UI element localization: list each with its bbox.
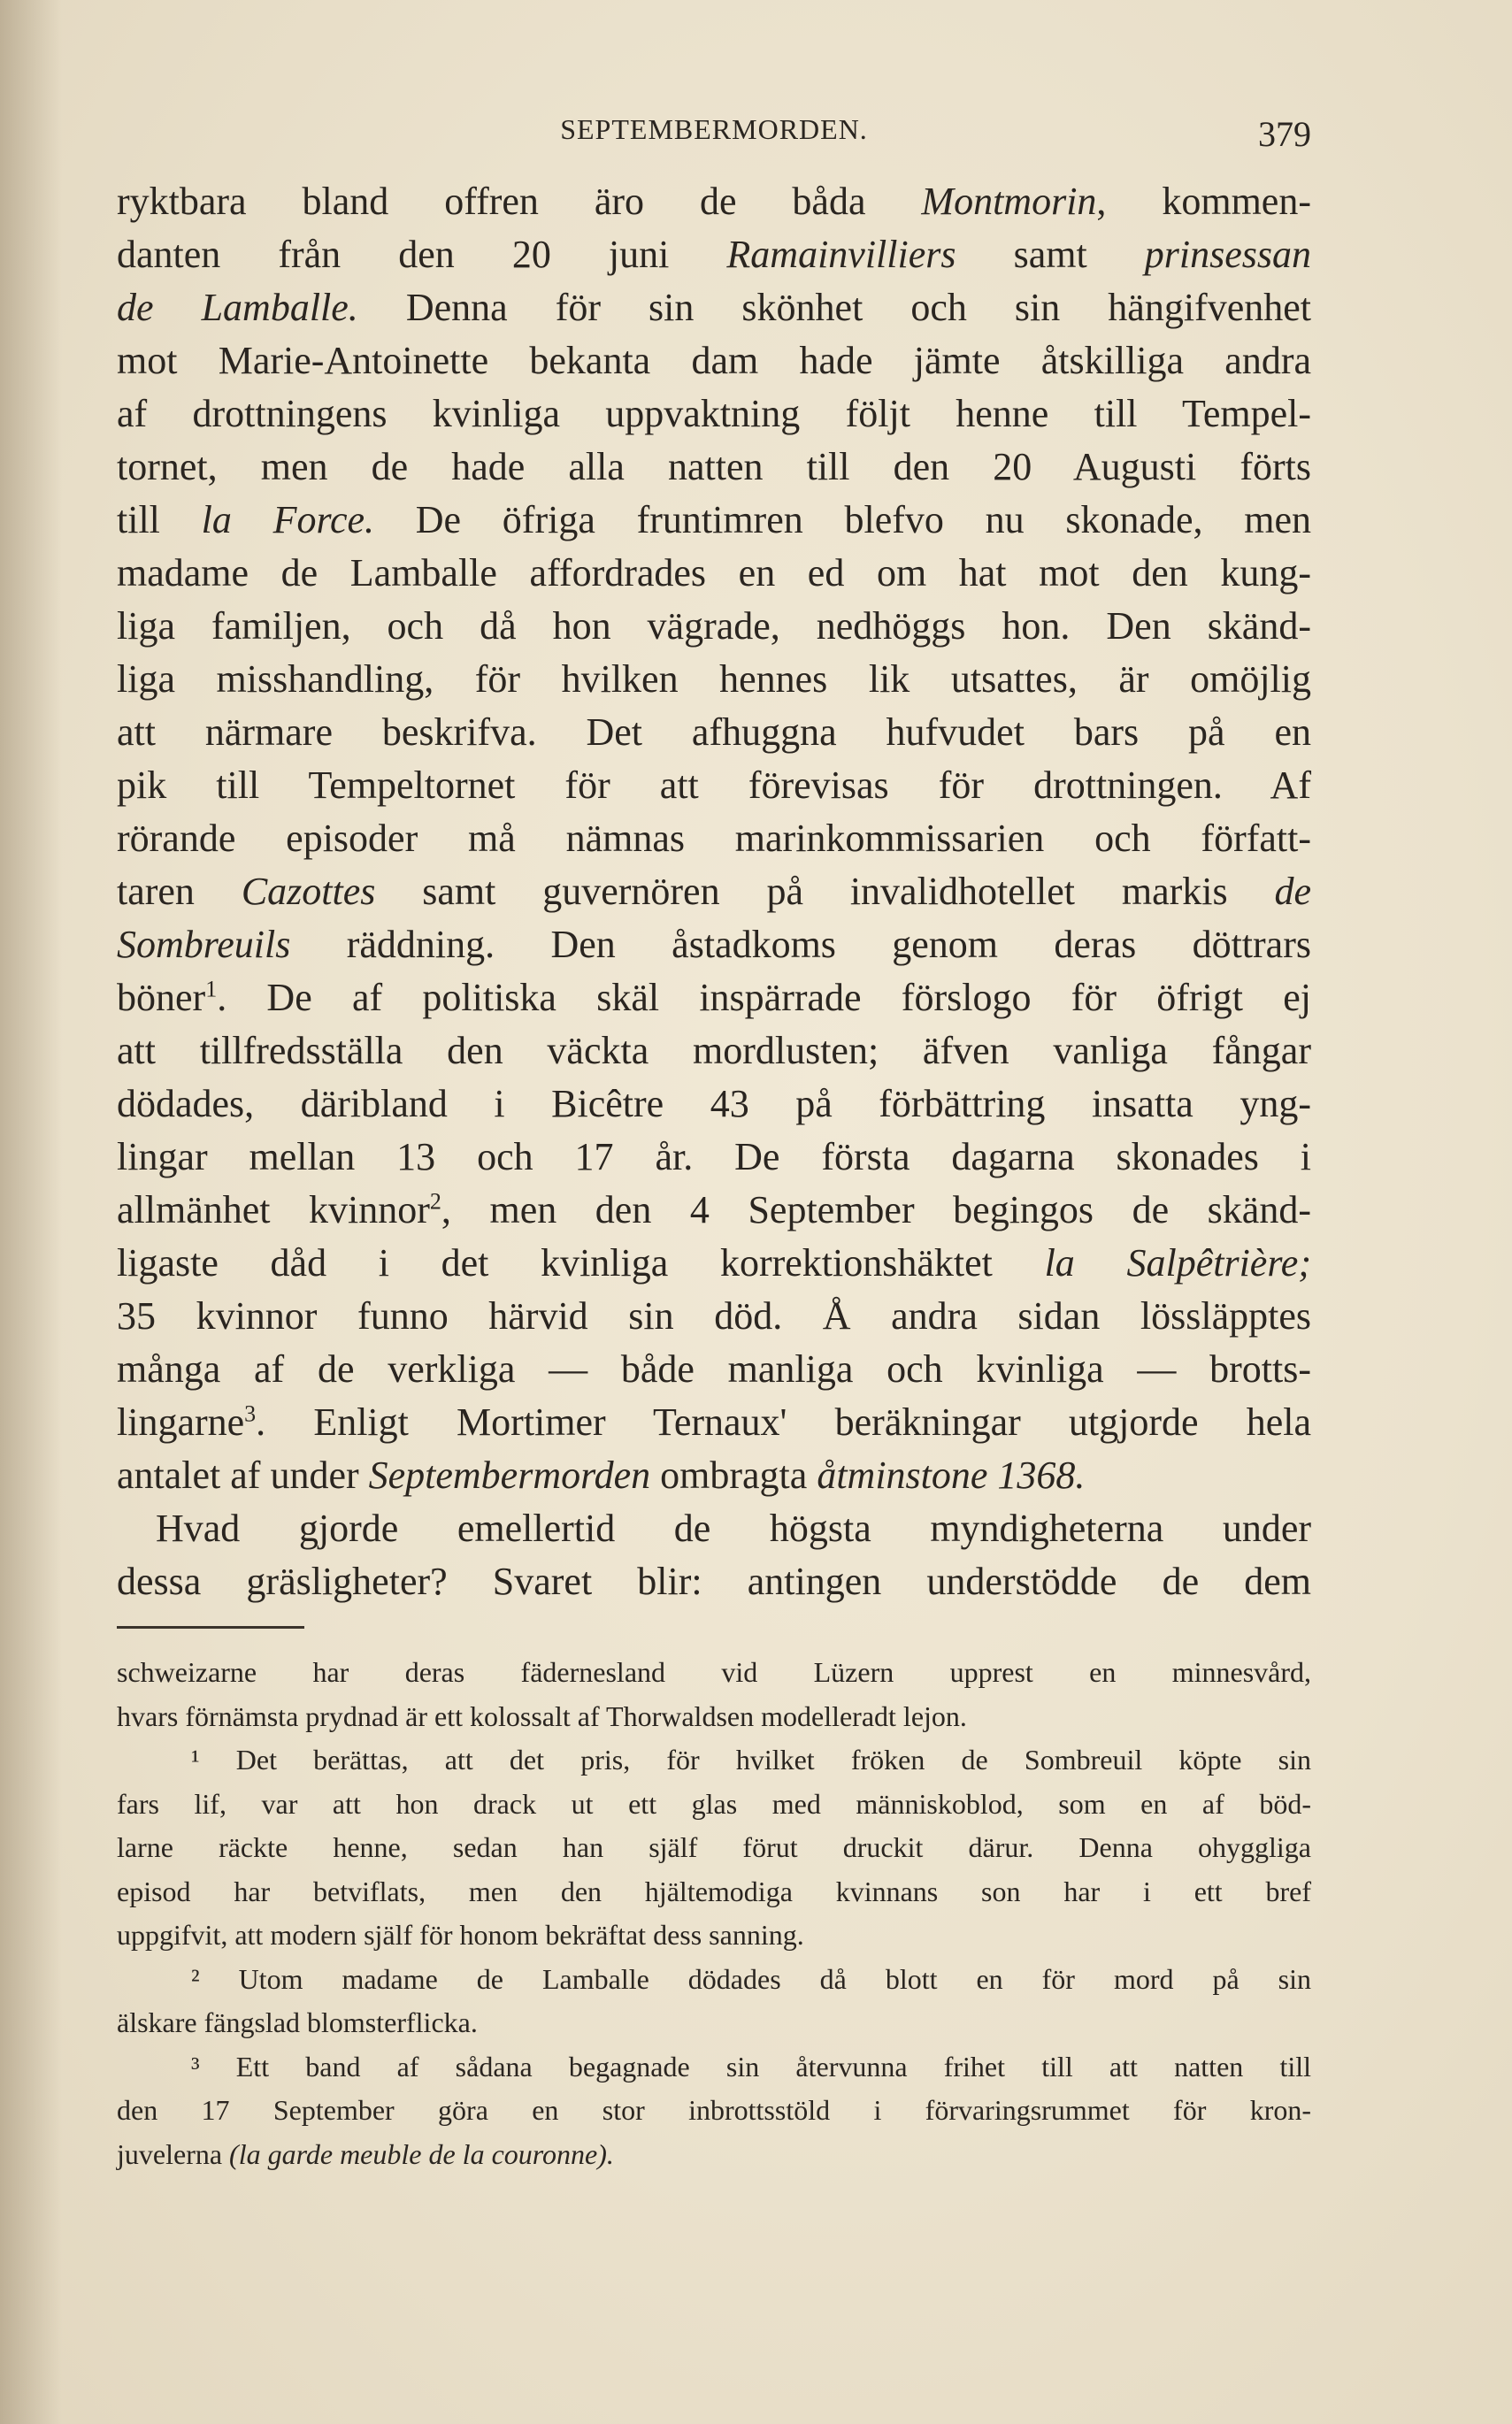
text-line: tornet, men de hade alla natten till den 20 Augusti förts xyxy=(117,445,1311,488)
footnote-line: älskare fängslad blomsterflicka. xyxy=(117,2006,478,2038)
text-line: att närmare beskrifva. Det afhuggna hufvudet bars på en xyxy=(117,710,1311,754)
text-line: att tillfredsställa den väckta mordlusten; äfven vanliga fångar xyxy=(117,1029,1311,1072)
text-run: . Enligt Mortimer Ternaux' beräkningar utgjorde hela xyxy=(256,1400,1311,1444)
footnote-line: fars lif, var att hon drack ut ett glas med människoblod, som en af böd- xyxy=(117,1787,1311,1820)
text-run: Denna för sin skönhet och sin hängifvenhet xyxy=(357,286,1311,329)
italic-name: la Salpêtrière; xyxy=(1044,1241,1311,1285)
page-header xyxy=(117,113,1311,157)
text-line xyxy=(117,494,1311,547)
text-line: pik till Tempeltornet för att förevisas för drottningen. Af xyxy=(117,763,1311,807)
text-line xyxy=(117,228,1311,281)
text-line: 35 kvinnor funno härvid sin död. Å andra sidan lössläpptes xyxy=(117,1294,1311,1338)
text-run: antalet af under xyxy=(117,1454,369,1497)
text-run: till xyxy=(117,498,202,541)
text-line: dödades, däribland i Bicêtre 43 på förbättring insatta yng- xyxy=(117,1082,1311,1125)
text-run: juvelerna xyxy=(117,2137,230,2170)
italic-name: prinsessan xyxy=(1144,233,1311,276)
text-line: liga familjen, och då hon vägrade, nedhöggs hon. Den skänd- xyxy=(117,604,1311,648)
footnote-line: schweizarne har deras fädernesland vid Lüzern upprest en minnesvård, xyxy=(117,1656,1311,1688)
footnote-ref-1[interactable]: 1 xyxy=(205,976,218,1002)
italic-phrase: (la garde meuble de la couronne). xyxy=(229,2137,614,2170)
text-run: , men den 4 September begingos de skänd- xyxy=(441,1188,1311,1231)
footnote-rule xyxy=(117,1626,304,1629)
footnote-line: episod har betviflats, men den hjältemodiga kvinnans son har i ett bref xyxy=(117,1875,1311,1907)
text-line xyxy=(117,175,1311,228)
running-title: SEPTEMBERMORDEN. xyxy=(560,113,868,145)
footnote-ref-3[interactable]: 3 xyxy=(244,1400,257,1427)
text-line xyxy=(117,865,1311,918)
text-line: dessa gräsligheter? Svaret blir: antingen understödde de dem xyxy=(117,1560,1311,1603)
text-line: liga misshandling, för hvilken hennes lik utsattes, är omöjlig xyxy=(117,657,1311,701)
text-run: räddning. Den åstadkoms genom deras döttrars xyxy=(290,923,1311,966)
footnote-line: den 17 September göra en stor inbrottsstöld i förvaringsrummet för kron- xyxy=(117,2094,1311,2126)
footnote-1: ¹ Det berättas, att det pris, för hvilket fröken de Sombreuil köpte sin xyxy=(191,1744,1311,1776)
italic-name: Cazottes xyxy=(241,870,376,913)
paragraph-end-line xyxy=(117,1449,1311,1502)
text-line xyxy=(117,918,1311,971)
footnote-ref-2[interactable]: 2 xyxy=(429,1188,441,1215)
text-line: Hvad gjorde emellertid de högsta myndigheterna under xyxy=(156,1507,1311,1550)
text-run: . De af politiska skäl inspärrade förslogo för öfrigt ej xyxy=(217,976,1311,1019)
text-line: madame de Lamballe affordrades en ed om hat mot den kung- xyxy=(117,551,1311,594)
text-line xyxy=(117,1237,1311,1290)
italic-name: åtminstone 1368. xyxy=(817,1454,1086,1497)
text-run: lingarne xyxy=(117,1400,245,1444)
text-line: rörande episoder må nämnas marinkommissarien och författ- xyxy=(117,817,1311,860)
main-text xyxy=(117,175,1311,1608)
text-line: af drottningens kvinliga uppvaktning följt henne till Tempel- xyxy=(117,392,1311,435)
italic-name: la Force. xyxy=(201,498,375,541)
text-line: många af de verkliga — både manliga och kvinliga — brotts- xyxy=(117,1347,1311,1391)
text-line xyxy=(117,1396,1311,1449)
page-number: 379 xyxy=(1258,114,1311,154)
text-line xyxy=(117,971,1311,1024)
text-run: samt xyxy=(956,233,1145,276)
text-run: ryktbara bland offren äro de båda xyxy=(117,180,922,223)
italic-name: Septembermorden xyxy=(368,1454,651,1497)
text-line: lingar mellan 13 och 17 år. De första dagarna skonades i xyxy=(117,1135,1311,1178)
text-line xyxy=(117,281,1311,334)
footnote-line: larne räckte henne, sedan han själf förut druckit därur. Denna ohyggliga xyxy=(117,1831,1311,1863)
footnote-line xyxy=(117,2133,1311,2177)
text-run: allmänhet kvinnor xyxy=(117,1188,430,1231)
italic-name: de xyxy=(1274,870,1311,913)
text-run: ligaste dåd i det kvinliga korrektionshäktet xyxy=(117,1241,1045,1285)
text-run: samt guvernören på invalidhotellet markis xyxy=(375,870,1275,913)
text-run: , kommen- xyxy=(1096,180,1311,223)
italic-name: Ramainvilliers xyxy=(726,233,956,276)
text-run: De öfriga fruntimren blefvo nu skonade, men xyxy=(374,498,1312,541)
footnote-3: ³ Ett band af sådana begagnade sin återvunna frihet till att natten till xyxy=(191,2050,1311,2083)
footnotes xyxy=(117,1651,1311,2176)
text-run: taren xyxy=(117,870,242,913)
italic-name: Sombreuils xyxy=(117,923,291,966)
text-line: mot Marie-Antoinette bekanta dam hade jämte åtskilliga andra xyxy=(117,339,1311,382)
text-run: danten från den 20 juni xyxy=(117,233,727,276)
italic-name: de Lamballe. xyxy=(117,286,358,329)
footnote-line: uppgifvit, att modern själf för honom bekräftat dess sanning. xyxy=(117,1919,804,1951)
binding-shadow xyxy=(0,0,62,2424)
italic-name: Montmorin xyxy=(921,180,1097,223)
footnote-line: hvars förnämsta prydnad är ett kolossalt af Thorwaldsen modelleradt lejon. xyxy=(117,1699,967,1732)
text-run: böner xyxy=(117,976,206,1019)
text-run: ombragta xyxy=(650,1454,817,1497)
footnote-2: ² Utom madame de Lamballe dödades då blott en för mord på sin xyxy=(191,1962,1311,1995)
text-line xyxy=(117,1184,1311,1237)
